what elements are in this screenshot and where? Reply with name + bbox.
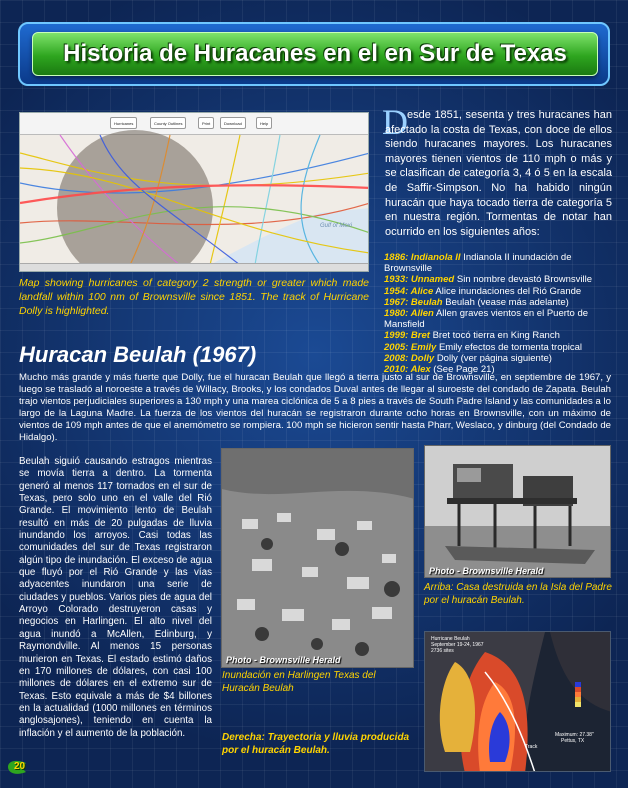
house-photo	[424, 445, 611, 578]
storm-item: 2005: Emily Emily efectos de tormenta tropical	[384, 341, 583, 353]
rainfall-legend	[575, 682, 581, 707]
flood-photo-credit: Photo - Brownsville Herald	[226, 655, 341, 665]
map-canvas	[20, 113, 369, 272]
gulf-label: Gulf of Mexi	[320, 223, 353, 229]
hurricane-track-map	[19, 112, 369, 272]
section-heading: Huracan Beulah (1967)	[19, 342, 257, 367]
track-map-caption: Derecha: Trayectoria y lluvia producida por el huracán Beulah.	[222, 732, 410, 756]
house-photo-caption: Arriba: Casa destruida en la Isla del Padre por el huracán Beulah.	[424, 582, 612, 606]
map-footer	[20, 263, 369, 271]
drop-cap: D	[382, 102, 408, 142]
page-title: Historia de Huracanes en el en Sur de Texas	[63, 40, 567, 67]
flood-photo-caption: Inundación en Harlingen Texas del Huracán Beulah	[222, 670, 376, 694]
storm-list	[384, 252, 614, 375]
house-photo-credit: Photo - Brownsville Herald	[429, 566, 544, 576]
storm-item: 1967: Beulah Beulah (vease más adelante)	[384, 296, 569, 308]
rainmap-max-place: Pettus, TX	[561, 738, 585, 744]
rainmap-sites: 2736 sites	[431, 648, 454, 654]
map-hurricanes-button[interactable]: Hurricanes	[110, 117, 137, 129]
storm-item: 1980: Allen Allen graves vientos en el Puerto de Mansfield	[384, 308, 589, 331]
map-help-button[interactable]: Help	[256, 117, 272, 129]
rainfall-track-map	[424, 631, 611, 772]
storm-item: 1954: Alice Alice inundaciones del Rió Grande	[384, 285, 582, 297]
flood-photo-image	[222, 449, 414, 668]
rainmap-track-label: Track	[525, 744, 538, 750]
map-county-outlines-button[interactable]: County Outlines	[150, 117, 186, 129]
map-caption: Map showing hurricanes of category 2 strength or greater which made landfall within 100 nm of Brownsville since 1851. The track of Hurricane Dolly is highlighted.	[19, 277, 369, 317]
page-number: 20	[14, 761, 26, 772]
storm-item: 2008: Dolly Dolly (ver página siguiente)	[384, 352, 552, 364]
beulah-lead-paragraph: Mucho más grande y más fuerte que Dolly, fue el huracan Beulah que llegó a tierra justo al sur de Brownsville, en septiembre de 1967, y luego se trasladó al noroeste a través de Willacy, Brooks, y los condados Duval antes de llegar al suroeste del condado de Zapata. Beulah trajo vientos perjudiciales superiores a 130 mph y una marea ciclónica de 5 a 8 pies a través de South Padre Island y las comunidades a lo largo de la Laguna Madre. La fuerza de los vientos del huracán se registraron durante ocho horas en Brownsville, con un máximo de vientos de 109 mph antes de que el anemómetro se rompiera. 100 mph se hicieron sentir hasta Pharr, Weslaco, y dinburg (del Condado de Hidalgo).	[19, 372, 611, 443]
storm-item: 1933: Unnamed Sin nombre devastó Brownsville	[384, 274, 593, 286]
storm-item: 1999: Bret Bret tocó tierra en King Ranch	[384, 330, 560, 342]
intro-paragraph: esde 1851, sesenta y tres huracanes han afectado la costa de Texas, con doce de ellos siendo huracanes mayores. Los huracanes mayores tienen vientos de 110 mph o más y se clasifican de categoría 3, 4 ó 5 en la escala de Saffir-Simpson. No ha habido ningún huracán que haya tocado tierra de categoría 5 en nuestra región. Tormentas de notar han ocurrido en los siguientes años:	[385, 109, 612, 238]
house-photo-image	[425, 446, 611, 578]
storm-item: 2010: Alex (See Page 21)	[384, 364, 495, 376]
rainmap-title: Hurricane Beulah	[431, 636, 470, 642]
storm-item: 1886: Indianola II Indianola II inundación de Brownsville	[384, 252, 572, 275]
map-print-button[interactable]: Print	[198, 117, 214, 129]
flood-photo	[221, 448, 414, 668]
rainmap-dates: September 19-24, 1967	[431, 642, 484, 648]
rainmap-maximum: Maximum: 27.38"	[555, 732, 594, 738]
beulah-body-paragraph: Beulah siguió causando estragos mientras se movía tierra a dentro. La tormenta generó al menos 117 tornados en el sur de Texas, pero solo uno en el valle del Rió Grande. El movimiento lento de Beulah resultó en más de 20 pulgadas de lluvia inundando los arroyos. Casi todas las comunidades del sur de Texas registraron algún tipo de inundación. El exceso de agua que fluyó por el Rió Grande y las vías adyacentes inundaron una serie de ciudades y pueblos. Varios pies de agua del Arroyo Colorado destruyeron casas y negocios en Harlingen. El alto nivel del agua inundó a McAllen, Edinburg, y Raymondville. Al menos 15 personas murieron en Texas. El estado estimó daños en 170 millones de dólares, con casi 100 millones de dólares en el extremo sur de Texas. Esto equivale a más de $4 billones en la actualidad (1000 millones en términos anglosajones), teniendo en cuenta la inflación y el aumento de la población.	[19, 456, 212, 739]
map-download-button[interactable]: Download	[220, 117, 246, 129]
